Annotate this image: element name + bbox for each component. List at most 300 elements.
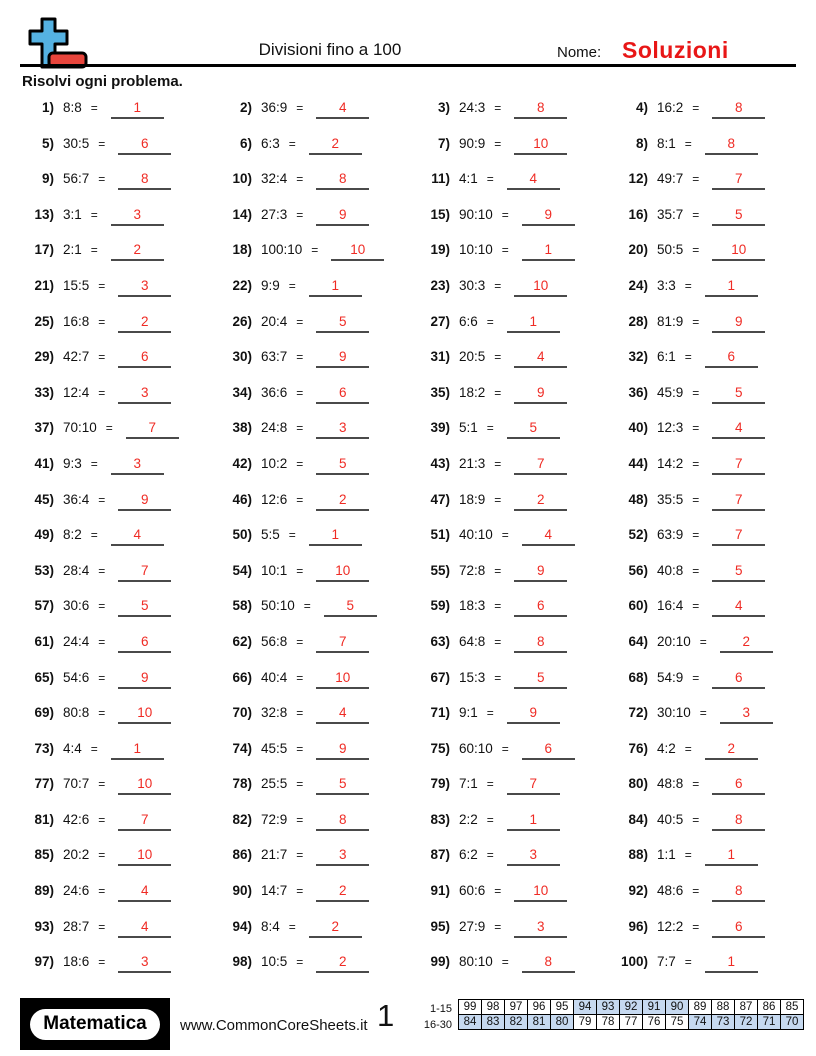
- problem-number: 16): [628, 206, 648, 222]
- score-range-labels: [404, 1001, 452, 1033]
- problem-number: 40): [628, 420, 648, 436]
- problem-expression: 56:7: [63, 171, 90, 187]
- problem-expression: 30:5: [63, 135, 90, 151]
- problem-number: 42): [232, 455, 252, 471]
- answer-blank: 6: [712, 918, 765, 938]
- problem-expression: 18:9: [459, 491, 486, 507]
- problem-item: [616, 384, 802, 420]
- answer-blank: 5: [712, 206, 765, 226]
- score-cell: 73: [712, 1015, 735, 1030]
- answer-blank: 4: [111, 526, 164, 546]
- problem-item: [22, 597, 220, 633]
- problem-expression: 54:9: [657, 669, 684, 685]
- problem-expression: 16:8: [63, 313, 90, 329]
- equals-sign: =: [486, 421, 494, 436]
- equals-sign: =: [98, 599, 106, 614]
- problem-number: 19): [430, 242, 450, 258]
- answer-blank: 4: [118, 918, 171, 938]
- equals-sign: =: [692, 777, 700, 792]
- problem-number: 27): [430, 313, 450, 329]
- problem-expression: 21:3: [459, 455, 486, 471]
- score-table-body: [459, 1000, 804, 1030]
- score-cell: 96: [528, 1000, 551, 1015]
- name-label: Nome:: [557, 44, 602, 61]
- problem-number: 76): [628, 740, 648, 756]
- equals-sign: =: [692, 812, 700, 827]
- problem-expression: 2:1: [63, 242, 82, 258]
- problem-item: [22, 241, 220, 277]
- equals-sign: =: [296, 421, 304, 436]
- problem-number: 49): [34, 527, 54, 543]
- equals-sign: =: [98, 955, 106, 970]
- problem-expression: 28:4: [63, 562, 90, 578]
- problem-item: [22, 562, 220, 598]
- problem-number: 52): [628, 527, 648, 543]
- problem-expression: 27:9: [459, 918, 486, 934]
- problem-number: 87): [430, 847, 450, 863]
- problem-item: [220, 811, 418, 847]
- problem-number: 65): [34, 669, 54, 685]
- problem-item: [616, 313, 802, 349]
- problem-item: [616, 455, 802, 491]
- problem-item: [220, 135, 418, 171]
- problem-item: [418, 704, 616, 740]
- problem-item: [220, 669, 418, 705]
- problem-item: [220, 277, 418, 313]
- problem-expression: 42:7: [63, 349, 90, 365]
- problem-item: [22, 135, 220, 171]
- problem-item: [22, 811, 220, 847]
- problem-item: [616, 597, 802, 633]
- problem-number: 86): [232, 847, 252, 863]
- problem-expression: 9:9: [261, 277, 280, 293]
- problem-number: 85): [34, 847, 54, 863]
- problem-expression: 12:3: [657, 420, 684, 436]
- score-cell: 95: [551, 1000, 574, 1015]
- problem-item: [418, 597, 616, 633]
- problem-expression: 30:3: [459, 277, 486, 293]
- answer-blank: 3: [507, 846, 560, 866]
- problem-number: 9): [41, 171, 54, 187]
- equals-sign: =: [98, 706, 106, 721]
- problem-item: [418, 953, 616, 989]
- answer-blank: 7: [126, 419, 179, 439]
- problem-number: 72): [628, 705, 648, 721]
- score-cell: 75: [666, 1015, 689, 1030]
- problem-number: 47): [430, 491, 450, 507]
- problem-item: [220, 882, 418, 918]
- answer-blank: 4: [507, 170, 560, 190]
- problem-number: 22): [232, 277, 252, 293]
- answer-blank: 6: [118, 135, 171, 155]
- problem-item: [22, 918, 220, 954]
- problem-number: 46): [232, 491, 252, 507]
- problem-item: [616, 882, 802, 918]
- problem-number: 60): [628, 598, 648, 614]
- problem-item: [616, 419, 802, 455]
- answer-blank: 1: [705, 277, 758, 297]
- problem-number: 50): [232, 527, 252, 543]
- equals-sign: =: [692, 563, 700, 578]
- answer-blank: 2: [118, 313, 171, 333]
- equals-sign: =: [98, 492, 106, 507]
- answer-blank: 2: [111, 241, 164, 261]
- problem-expression: 14:7: [261, 883, 288, 899]
- problem-item: [220, 953, 418, 989]
- problem-number: 98): [232, 954, 252, 970]
- problem-expression: 27:3: [261, 206, 288, 222]
- problem-number: 34): [232, 384, 252, 400]
- problem-number: 5): [41, 135, 54, 151]
- score-cell: 72: [735, 1015, 758, 1030]
- equals-sign: =: [303, 599, 311, 614]
- score-cell: 78: [597, 1015, 620, 1030]
- problem-expression: 63:9: [657, 527, 684, 543]
- answer-blank: 9: [316, 740, 369, 760]
- equals-sign: =: [684, 136, 692, 151]
- equals-sign: =: [494, 492, 502, 507]
- answer-blank: 3: [316, 419, 369, 439]
- equals-sign: =: [494, 136, 502, 151]
- problem-expression: 42:6: [63, 811, 90, 827]
- problem-item: [616, 775, 802, 811]
- problem-item: [22, 491, 220, 527]
- problem-item: [22, 348, 220, 384]
- answer-blank: 8: [514, 99, 567, 119]
- problem-item: [220, 740, 418, 776]
- answer-blank: 1: [111, 740, 164, 760]
- problem-item: [418, 633, 616, 669]
- problem-number: 77): [34, 776, 54, 792]
- equals-sign: =: [501, 741, 509, 756]
- equals-sign: =: [296, 706, 304, 721]
- equals-sign: =: [296, 634, 304, 649]
- answer-blank: 4: [522, 526, 575, 546]
- problem-number: 75): [430, 740, 450, 756]
- problem-expression: 9:1: [459, 705, 478, 721]
- problem-number: 61): [34, 633, 54, 649]
- equals-sign: =: [98, 385, 106, 400]
- problem-expression: 10:1: [261, 562, 288, 578]
- answer-blank: 6: [705, 348, 758, 368]
- equals-sign: =: [98, 172, 106, 187]
- problem-item: [220, 206, 418, 242]
- answer-blank: 2: [514, 491, 567, 511]
- answer-blank: 9: [316, 348, 369, 368]
- problem-number: 4): [635, 100, 648, 115]
- answer-blank: 6: [514, 597, 567, 617]
- problem-item: [418, 99, 616, 135]
- answer-blank: 5: [316, 313, 369, 333]
- answer-blank: 5: [118, 597, 171, 617]
- answer-blank: 7: [507, 775, 560, 795]
- problem-expression: 35:5: [657, 491, 684, 507]
- equals-sign: =: [684, 350, 692, 365]
- problem-expression: 16:2: [657, 100, 684, 115]
- equals-sign: =: [684, 955, 692, 970]
- problem-expression: 28:7: [63, 918, 90, 934]
- problem-expression: 20:10: [657, 633, 691, 649]
- problem-expression: 9:3: [63, 455, 82, 471]
- problem-number: 81): [34, 811, 54, 827]
- problem-expression: 63:7: [261, 349, 288, 365]
- equals-sign: =: [288, 919, 296, 934]
- answer-blank: 6: [522, 740, 575, 760]
- problem-expression: 6:2: [459, 847, 478, 863]
- equals-sign: =: [494, 101, 502, 115]
- problem-number: 43): [430, 455, 450, 471]
- problem-item: [418, 241, 616, 277]
- problem-number: 68): [628, 669, 648, 685]
- problem-item: [418, 419, 616, 455]
- problem-number: 90): [232, 883, 252, 899]
- problem-item: [616, 99, 802, 135]
- problem-item: [418, 491, 616, 527]
- equals-sign: =: [692, 385, 700, 400]
- problem-number: 21): [34, 277, 54, 293]
- brand-label: Matematica: [30, 1009, 160, 1040]
- problem-item: [22, 740, 220, 776]
- problem-expression: 45:5: [261, 740, 288, 756]
- problem-expression: 14:2: [657, 455, 684, 471]
- answer-blank: 4: [712, 419, 765, 439]
- problem-item: [220, 633, 418, 669]
- score-cell: 91: [643, 1000, 666, 1015]
- problem-expression: 18:2: [459, 384, 486, 400]
- problem-expression: 81:9: [657, 313, 684, 329]
- problem-expression: 24:6: [63, 883, 90, 899]
- problem-number: 56): [628, 562, 648, 578]
- answer-blank: 10: [712, 241, 765, 261]
- problem-expression: 12:2: [657, 918, 684, 934]
- problem-item: [220, 419, 418, 455]
- equals-sign: =: [486, 848, 494, 863]
- problem-item: [220, 918, 418, 954]
- problem-expression: 8:4: [261, 918, 280, 934]
- equals-sign: =: [699, 706, 707, 721]
- equals-sign: =: [486, 812, 494, 827]
- problem-item: [616, 846, 802, 882]
- answer-blank: 10: [514, 135, 567, 155]
- equals-sign: =: [692, 528, 700, 543]
- problem-number: 99): [430, 954, 450, 970]
- answer-blank: 6: [118, 633, 171, 653]
- equals-sign: =: [296, 563, 304, 578]
- problem-item: [616, 491, 802, 527]
- problem-item: [418, 206, 616, 242]
- problem-item: [418, 775, 616, 811]
- score-cell: 74: [689, 1015, 712, 1030]
- equals-sign: =: [98, 314, 106, 329]
- problem-expression: 15:3: [459, 669, 486, 685]
- score-cell: 97: [505, 1000, 528, 1015]
- problem-expression: 72:9: [261, 811, 288, 827]
- problem-item: [22, 526, 220, 562]
- problem-expression: 8:1: [657, 135, 676, 151]
- answer-blank: 4: [712, 597, 765, 617]
- problem-expression: 40:5: [657, 811, 684, 827]
- equals-sign: =: [296, 456, 304, 471]
- problem-expression: 56:8: [261, 633, 288, 649]
- problem-expression: 49:7: [657, 171, 684, 187]
- problem-item: [616, 562, 802, 598]
- equals-sign: =: [692, 207, 700, 222]
- equals-sign: =: [296, 884, 304, 899]
- equals-sign: =: [501, 955, 509, 970]
- problem-expression: 5:5: [261, 527, 280, 543]
- answer-blank: 5: [507, 419, 560, 439]
- problem-item: [616, 633, 802, 669]
- problem-expression: 12:4: [63, 384, 90, 400]
- problem-expression: 1:1: [657, 847, 676, 863]
- problem-number: 31): [430, 349, 450, 365]
- problem-expression: 10:2: [261, 455, 288, 471]
- equals-sign: =: [98, 136, 106, 151]
- problem-number: 95): [430, 918, 450, 934]
- answer-blank: 10: [316, 562, 369, 582]
- problem-item: [418, 313, 616, 349]
- equals-sign: =: [486, 706, 494, 721]
- problem-item: [616, 740, 802, 776]
- problem-expression: 8:2: [63, 527, 82, 543]
- answer-blank: 6: [316, 384, 369, 404]
- equals-sign: =: [296, 385, 304, 400]
- problem-number: 1): [41, 100, 54, 115]
- answer-blank: 8: [514, 633, 567, 653]
- problem-expression: 15:5: [63, 277, 90, 293]
- problem-item: [220, 597, 418, 633]
- equals-sign: =: [296, 848, 304, 863]
- answer-blank: 6: [118, 348, 171, 368]
- page-title: Divisioni fino a 100: [258, 40, 402, 59]
- problem-number: 3): [437, 100, 450, 115]
- equals-sign: =: [692, 421, 700, 436]
- answer-blank: 3: [118, 277, 171, 297]
- equals-sign: =: [90, 456, 98, 471]
- problem-number: 84): [628, 811, 648, 827]
- problem-number: 59): [430, 598, 450, 614]
- problem-item: [616, 206, 802, 242]
- answer-blank: 2: [316, 882, 369, 902]
- answer-blank: 3: [111, 206, 164, 226]
- problem-expression: 5:1: [459, 420, 478, 436]
- problem-number: 51): [430, 527, 450, 543]
- problem-expression: 4:1: [459, 171, 478, 187]
- problem-number: 80): [628, 776, 648, 792]
- problem-number: 69): [34, 705, 54, 721]
- problem-number: 11): [431, 171, 450, 187]
- problem-number: 91): [430, 883, 450, 899]
- problem-number: 71): [430, 705, 450, 721]
- answer-blank: 1: [507, 811, 560, 831]
- problem-expression: 24:8: [261, 420, 288, 436]
- equals-sign: =: [90, 101, 98, 115]
- score-cell: 99: [459, 1000, 482, 1015]
- problem-number: 23): [430, 277, 450, 293]
- problem-item: [22, 170, 220, 206]
- problem-number: 83): [430, 811, 450, 827]
- problem-expression: 40:4: [261, 669, 288, 685]
- answer-blank: 9: [514, 384, 567, 404]
- problem-number: 78): [232, 776, 252, 792]
- problem-expression: 100:10: [261, 242, 303, 258]
- problem-number: 24): [628, 277, 648, 293]
- answer-blank: 5: [712, 562, 765, 582]
- problem-item: [220, 562, 418, 598]
- answer-blank: 3: [111, 455, 164, 475]
- equals-sign: =: [296, 955, 304, 970]
- equals-sign: =: [296, 777, 304, 792]
- problem-expression: 6:1: [657, 349, 676, 365]
- answer-blank: 1: [507, 313, 560, 333]
- score-range-row1: 1-15: [429, 1003, 452, 1015]
- answer-blank: 10: [118, 704, 171, 724]
- answer-blank: 9: [507, 704, 560, 724]
- problem-expression: 45:9: [657, 384, 684, 400]
- problem-number: 57): [34, 598, 54, 614]
- problem-number: 15): [430, 206, 450, 222]
- equals-sign: =: [98, 919, 106, 934]
- answer-blank: 5: [514, 669, 567, 689]
- problem-number: 37): [34, 420, 54, 436]
- equals-sign: =: [98, 777, 106, 792]
- problem-number: 28): [628, 313, 648, 329]
- problem-number: 62): [232, 633, 252, 649]
- answer-blank: 7: [712, 526, 765, 546]
- problem-expression: 35:7: [657, 206, 684, 222]
- problem-number: 79): [430, 776, 450, 792]
- score-cell: 81: [528, 1015, 551, 1030]
- problem-expression: 24:4: [63, 633, 90, 649]
- equals-sign: =: [288, 278, 296, 293]
- equals-sign: =: [98, 350, 106, 365]
- problem-item: [616, 348, 802, 384]
- score-cell: 77: [620, 1015, 643, 1030]
- problem-item: [418, 384, 616, 420]
- problem-item: [22, 846, 220, 882]
- problem-expression: 10:10: [459, 242, 493, 258]
- problem-item: [220, 170, 418, 206]
- equals-sign: =: [501, 528, 509, 543]
- answer-blank: 3: [118, 384, 171, 404]
- equals-sign: =: [486, 314, 494, 329]
- equals-sign: =: [684, 848, 692, 863]
- score-cell: 84: [459, 1015, 482, 1030]
- problem-number: 20): [628, 242, 648, 258]
- problem-item: [220, 241, 418, 277]
- answer-blank: 2: [705, 740, 758, 760]
- problem-item: [418, 882, 616, 918]
- answer-blank: 3: [514, 918, 567, 938]
- problem-item: [22, 99, 220, 135]
- equals-sign: =: [90, 741, 98, 756]
- problem-item: [22, 953, 220, 989]
- problem-expression: 70:10: [63, 420, 97, 436]
- problem-number: 89): [34, 883, 54, 899]
- problem-item: [616, 704, 802, 740]
- brand-logo: [20, 998, 170, 1050]
- problem-expression: 24:3: [459, 100, 486, 115]
- problem-item: [616, 918, 802, 954]
- problem-expression: 54:6: [63, 669, 90, 685]
- problem-item: [22, 206, 220, 242]
- problem-expression: 72:8: [459, 562, 486, 578]
- score-cell: 98: [482, 1000, 505, 1015]
- problem-item: [22, 313, 220, 349]
- problem-number: 88): [628, 847, 648, 863]
- problem-item: [220, 846, 418, 882]
- problem-expression: 7:7: [657, 954, 676, 970]
